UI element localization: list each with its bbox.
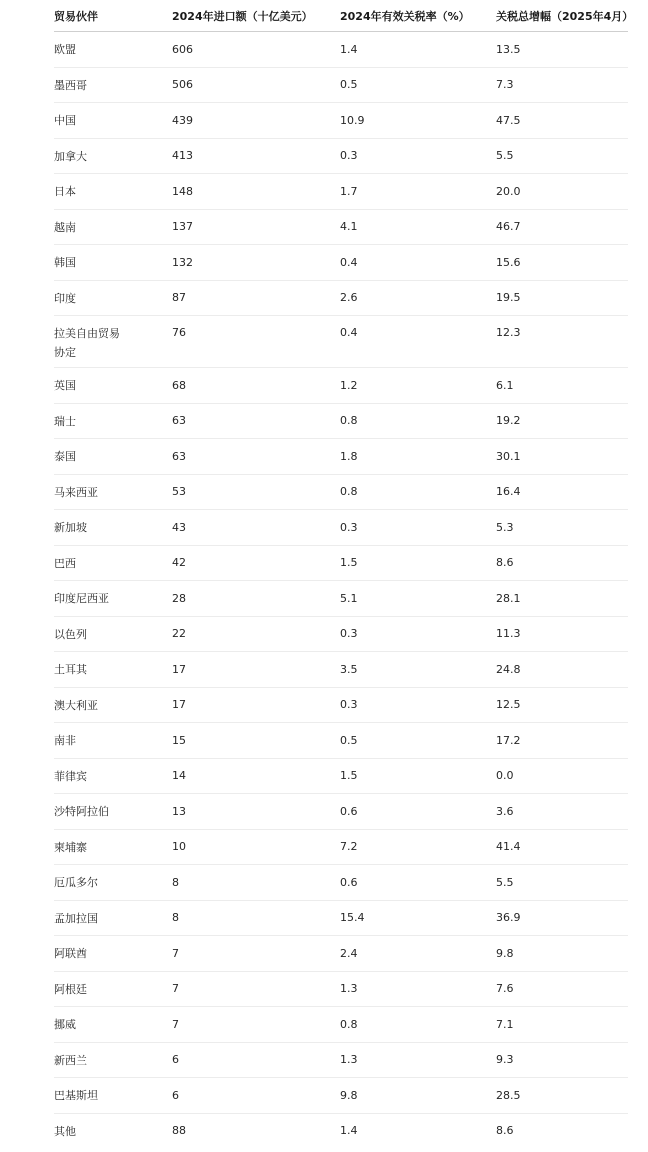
table-row — [54, 865, 628, 901]
table-row — [54, 616, 628, 652]
table-header-row — [54, 0, 628, 32]
cell-imports: 87 — [172, 280, 340, 316]
table-row — [54, 971, 628, 1007]
table-row — [54, 1113, 628, 1148]
cell-partner: 日本 — [54, 174, 172, 210]
cell-effective-tariff: 9.8 — [340, 1078, 496, 1114]
cell-imports: 17 — [172, 652, 340, 688]
cell-partner: 墨西哥 — [54, 67, 172, 103]
cell-partner: 以色列 — [54, 616, 172, 652]
cell-effective-tariff: 2.6 — [340, 280, 496, 316]
header-partner: 贸易伙伴 — [54, 0, 172, 32]
cell-partner: 英国 — [54, 368, 172, 404]
cell-imports: 42 — [172, 545, 340, 581]
cell-imports: 68 — [172, 368, 340, 404]
cell-partner: 澳大利亚 — [54, 687, 172, 723]
cell-imports: 14 — [172, 758, 340, 794]
cell-partner: 阿根廷 — [54, 971, 172, 1007]
cell-tariff-increase: 19.2 — [496, 403, 628, 439]
cell-tariff-increase: 5.3 — [496, 510, 628, 546]
cell-partner: 印度尼西亚 — [54, 581, 172, 617]
cell-partner: 阿联酋 — [54, 936, 172, 972]
cell-imports: 7 — [172, 971, 340, 1007]
cell-tariff-increase: 8.6 — [496, 1124, 514, 1138]
cell-tariff-increase: 46.7 — [496, 209, 628, 245]
cell-effective-tariff: 0.3 — [340, 616, 496, 652]
cell-tariff-increase: 30.1 — [496, 439, 628, 475]
header-effective-tariff-2024: 2024年有效关税率（%） — [340, 0, 496, 32]
cell-tariff-increase: 36.9 — [496, 900, 628, 936]
cell-partner: 厄瓜多尔 — [54, 865, 172, 901]
cell-partner: 挪威 — [54, 1007, 172, 1043]
table-body — [54, 32, 628, 1149]
cell-imports: 63 — [172, 403, 340, 439]
table-row — [54, 174, 628, 210]
table-row — [54, 581, 628, 617]
cell-effective-tariff: 0.3 — [340, 687, 496, 723]
cell-imports: 28 — [172, 581, 340, 617]
cell-tariff-increase: 24.8 — [496, 652, 628, 688]
table-row — [54, 900, 628, 936]
cell-effective-tariff: 7.2 — [340, 829, 496, 865]
cell-effective-tariff: 5.1 — [340, 581, 496, 617]
cell-imports: 22 — [172, 616, 340, 652]
cell-imports: 6 — [172, 1078, 340, 1114]
header-imports-2024: 2024年进口额（十亿美元） — [172, 0, 340, 32]
table-row — [54, 1042, 628, 1078]
cell-effective-tariff: 0.5 — [340, 723, 496, 759]
cell-partner: 巴基斯坦 — [54, 1078, 172, 1114]
table-row — [54, 209, 628, 245]
cell-partner: 南非 — [54, 723, 172, 759]
cell-tariff-increase: 8.6 — [496, 545, 628, 581]
table-row — [54, 794, 628, 830]
table-row — [54, 936, 628, 972]
cell-partner: 其他 — [54, 1124, 76, 1138]
cell-partner: 柬埔寨 — [54, 829, 172, 865]
cell-tariff-increase: 19.5 — [496, 280, 628, 316]
cell-tariff-increase: 7.6 — [496, 971, 628, 1007]
cell-tariff-increase: 3.6 — [496, 794, 628, 830]
cell-imports: 7 — [172, 936, 340, 972]
cell-partner: 瑞士 — [54, 403, 172, 439]
table-row — [54, 245, 628, 281]
cell-tariff-increase: 17.2 — [496, 723, 628, 759]
cell-effective-tariff: 0.6 — [340, 794, 496, 830]
cell-imports: 413 — [172, 138, 340, 174]
cell-effective-tariff: 0.4 — [340, 316, 496, 368]
cell-effective-tariff: 0.3 — [340, 510, 496, 546]
header-tariff-increase-2025: 关税总增幅（2025年4月） — [496, 0, 628, 32]
cell-imports: 63 — [172, 439, 340, 475]
table-row — [54, 403, 628, 439]
cell-partner: 中国 — [54, 103, 172, 139]
table-row — [54, 439, 628, 475]
table-row — [54, 1007, 628, 1043]
cell-effective-tariff: 1.2 — [340, 368, 496, 404]
cell-effective-tariff: 4.1 — [340, 209, 496, 245]
cell-partner: 印度 — [54, 280, 172, 316]
cell-imports: 137 — [172, 209, 340, 245]
cell-effective-tariff: 0.8 — [340, 1007, 496, 1043]
cell-effective-tariff: 2.4 — [340, 936, 496, 972]
cell-partner: 新西兰 — [54, 1042, 172, 1078]
table-row — [54, 32, 628, 68]
cell-imports: 10 — [172, 829, 340, 865]
table-row — [54, 368, 628, 404]
cell-tariff-increase: 12.5 — [496, 687, 628, 723]
cell-effective-tariff: 10.9 — [340, 103, 496, 139]
table-row — [54, 1078, 628, 1114]
cell-tariff-increase: 28.1 — [496, 581, 628, 617]
table-row — [54, 545, 628, 581]
table-row — [54, 280, 628, 316]
cell-tariff-increase: 9.8 — [496, 936, 628, 972]
cell-effective-tariff: 1.5 — [340, 545, 496, 581]
cell-partner: 菲律宾 — [54, 758, 172, 794]
cell-imports: 8 — [172, 865, 340, 901]
cell-tariff-increase: 15.6 — [496, 245, 628, 281]
cell-imports: 88 — [172, 1124, 186, 1138]
cell-effective-tariff: 0.6 — [340, 865, 496, 901]
cell-effective-tariff: 1.4 — [340, 32, 496, 68]
table-row — [54, 138, 628, 174]
table-row — [54, 103, 628, 139]
cell-effective-tariff: 0.4 — [340, 245, 496, 281]
cell-effective-tariff: 0.8 — [340, 474, 496, 510]
cell-effective-tariff: 1.7 — [340, 174, 496, 210]
cell-partner: 越南 — [54, 209, 172, 245]
cell-imports: 76 — [172, 316, 340, 368]
cell-effective-tariff: 1.8 — [340, 439, 496, 475]
cell-partner: 欧盟 — [54, 32, 172, 68]
cell-effective-tariff: 0.8 — [340, 403, 496, 439]
cell-imports: 6 — [172, 1042, 340, 1078]
table-row — [54, 829, 628, 865]
cell-tariff-increase: 20.0 — [496, 174, 628, 210]
cell-tariff-increase: 11.3 — [496, 616, 628, 652]
table-row — [54, 723, 628, 759]
cell-effective-tariff: 1.3 — [340, 971, 496, 1007]
cell-tariff-increase: 7.3 — [496, 67, 628, 103]
cell-imports: 506 — [172, 67, 340, 103]
cell-imports: 17 — [172, 687, 340, 723]
cell-imports: 43 — [172, 510, 340, 546]
cell-effective-tariff: 1.5 — [340, 758, 496, 794]
cell-partner: 拉美自由贸易协定 — [54, 316, 172, 368]
cell-tariff-increase: 13.5 — [496, 32, 628, 68]
cell-tariff-increase: 9.3 — [496, 1042, 628, 1078]
cell-partner: 韩国 — [54, 245, 172, 281]
cell-tariff-increase: 0.0 — [496, 758, 628, 794]
cell-effective-tariff: 3.5 — [340, 652, 496, 688]
table-row — [54, 510, 628, 546]
cell-partner: 土耳其 — [54, 652, 172, 688]
cell-imports: 7 — [172, 1007, 340, 1043]
tariff-table — [54, 0, 634, 1148]
table-row — [54, 652, 628, 688]
cell-imports: 8 — [172, 900, 340, 936]
table-row — [54, 316, 628, 368]
cell-imports: 15 — [172, 723, 340, 759]
table-row — [54, 474, 628, 510]
cell-imports: 13 — [172, 794, 340, 830]
table-row — [54, 67, 628, 103]
cell-partner: 新加坡 — [54, 510, 172, 546]
cell-tariff-increase: 28.5 — [496, 1078, 628, 1114]
cell-imports: 439 — [172, 103, 340, 139]
cell-tariff-increase: 5.5 — [496, 865, 628, 901]
cell-partner: 马来西亚 — [54, 474, 172, 510]
cell-tariff-increase: 6.1 — [496, 368, 628, 404]
cell-tariff-increase: 47.5 — [496, 103, 628, 139]
table-row — [54, 687, 628, 723]
cell-tariff-increase: 7.1 — [496, 1007, 628, 1043]
cell-tariff-increase: 41.4 — [496, 829, 628, 865]
cell-partner: 巴西 — [54, 545, 172, 581]
cell-effective-tariff: 0.3 — [340, 138, 496, 174]
cell-tariff-increase: 5.5 — [496, 138, 628, 174]
cell-imports: 606 — [172, 32, 340, 68]
cell-partner: 沙特阿拉伯 — [54, 794, 172, 830]
cell-imports: 132 — [172, 245, 340, 281]
cell-partner: 加拿大 — [54, 138, 172, 174]
cell-tariff-increase: 16.4 — [496, 474, 628, 510]
cell-partner: 泰国 — [54, 439, 172, 475]
cell-imports: 53 — [172, 474, 340, 510]
table-row — [54, 758, 628, 794]
cell-effective-tariff: 1.3 — [340, 1042, 496, 1078]
cell-effective-tariff: 1.4 — [340, 1124, 358, 1138]
cell-effective-tariff: 15.4 — [340, 900, 496, 936]
cell-imports: 148 — [172, 174, 340, 210]
cell-partner: 孟加拉国 — [54, 900, 172, 936]
cell-effective-tariff: 0.5 — [340, 67, 496, 103]
cell-tariff-increase: 12.3 — [496, 316, 628, 368]
